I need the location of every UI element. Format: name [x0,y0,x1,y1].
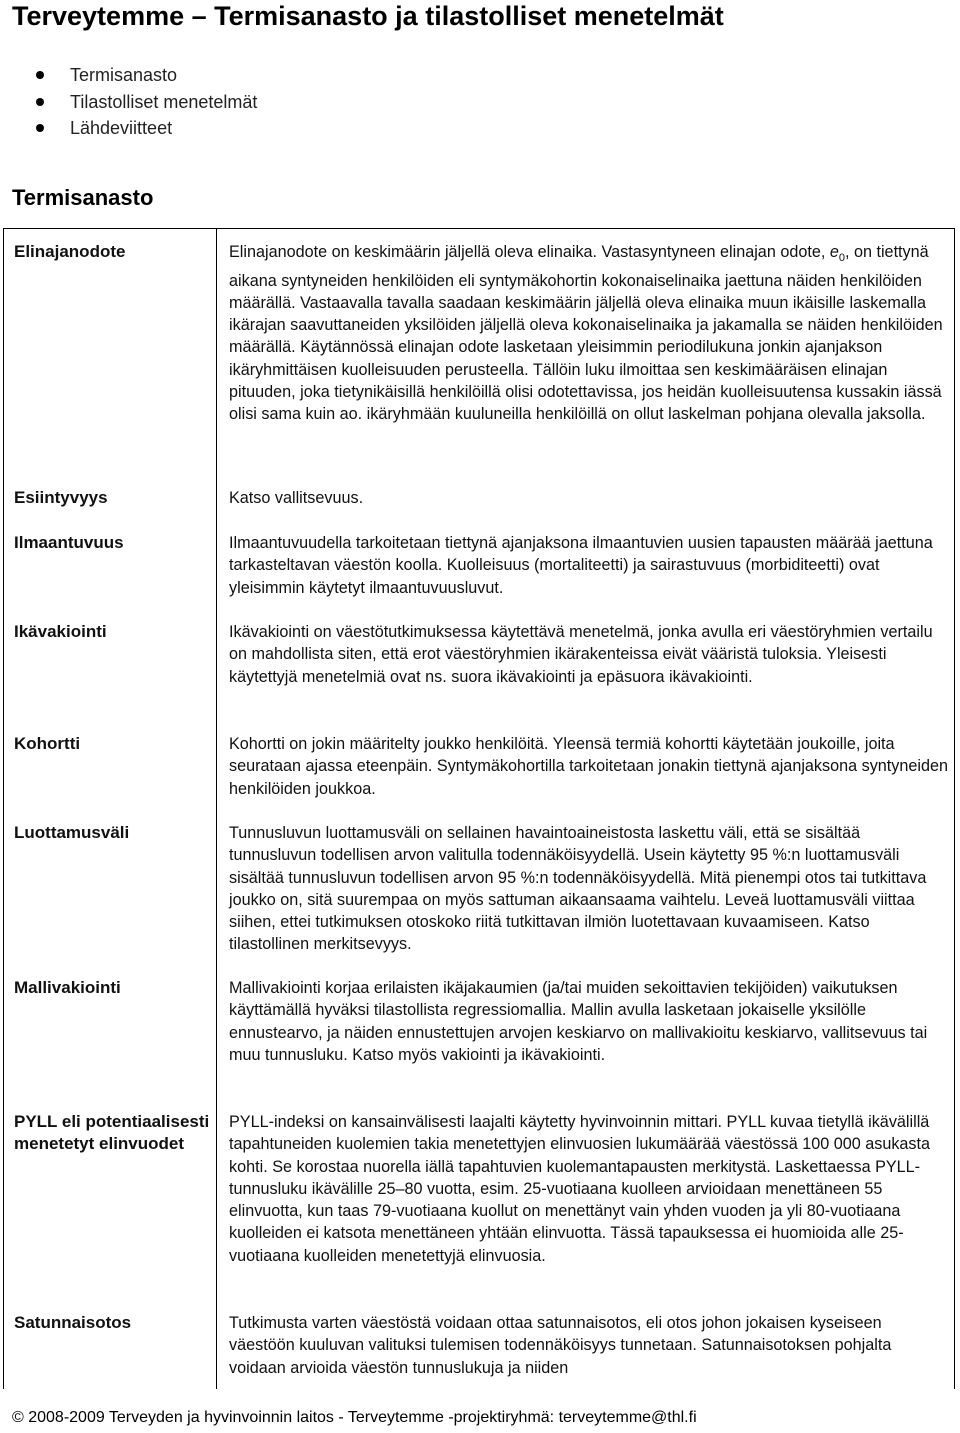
glossary-table [3,228,955,1389]
term-elinajanodote: Elinajanodote [14,242,126,261]
section-title: Termisanasto [12,185,154,210]
term-esiintyvyys: Esiintyvyys [14,488,108,507]
toc-item-termisanasto[interactable]: Termisanasto [0,62,257,89]
column-divider [216,229,217,1389]
definition-esiintyvyys: Katso vallitsevuus. [229,489,364,507]
term-ikavakiointi: Ikävakiointi [14,622,107,641]
definition-ikavakiointi: Ikävakiointi on väestötutkimuksessa käytettävä menetelmä, jonka avulla eri väestöryhmien vertailu on mahdollista siten, että erot väestöryhmien ikärakenteissa eivät vääristä tuloksia. Yleisesti käytettyjä menetelmiä ovat ns. suora ikävakiointi ja epäsuora ikävakiointi. [229,623,933,686]
term-luottamusvali: Luottamusväli [14,823,130,842]
definition-satunnaisotos: Tutkimusta varten väestöstä voidaan ottaa satunnaisotos, eli otos johon jokaisen kyseiseen väestöön kuuluvan valituksi tulemisen todennäköisyys tunnetaan. Satunnaisotoksen pohjalta voidaan arvioida väestön tunnuslukuja ja niiden [229,1314,892,1377]
definition-kohortti: Kohortti on jokin määritelty joukko henkilöitä. Yleensä termiä kohortti käytetään joukoille, joita seurataan ajassa eteenpäin. Syntymäkohortilla tarkoitetaan jonakin tiettynä ajanjaksona syntyneiden henkilöiden joukkoa. [229,735,949,798]
term-pyll: PYLL eli potentiaalisesti menetetyt elinvuodet [14,1112,210,1154]
definition-pyll: PYLL-indeksi on kansainvälisesti laajalti käytetty hyvinvoinnin mittari. PYLL kuvaa tietyllä ikävälillä tapahtuneiden kuolemien takia menetettyjen elinvuosien lukumäärää väestössä 100 000 asukasta kohti. Se korostaa nuorella iällä tapahtuvien kuolemantapausten merkitystä. Laskettaessa PYLL-tunnusluku ikävälille 25–80 vuotta, esim. 25-vuotiaana kuolleen arvioidaan menettäneen 55 elinvuotta, kun taas 79-vuotiaana kuollut on menettänyt vain yhden vuoden ja yli 80-vuotiaana kuolleiden ei katsota menettäneen yhtään elinvuotta. Tässä tapauksessa ei huomioida alle 25-vuotiaana kuolleiden menetettyjä elinvuosia. [229,1113,931,1265]
bullet-icon [36,124,44,132]
table-of-contents [0,62,257,142]
bullet-icon [36,71,44,79]
bullet-icon [36,98,44,106]
definition-mallivakiointi: Mallivakiointi korjaa erilaisten ikäjakaumien (ja/tai muiden sekoittavien tekijöiden) vaikutuksen käyttämällä hyväksi tilastollista regressiomallia. Mallin avulla lasketaan jokaiselle yksilölle ennustearvo, ja näiden ennustettujen arvojen keskiarvo on mallivakioitu keskiarvo, vallitsevuus tai muu tunnusluku. Katso myös vakiointi ja ikävakiointi. [229,979,928,1064]
definition-elinajanodote: Elinajanodote on keskimäärin jäljellä oleva elinaika. Vastasyntyneen elinajan odote, $e_0$, on tiettynä aikana syntyneiden henkilöiden eli syntymäkohortin kokonaiselinaika jaettuna näiden henkilöiden määrällä. Vastaavalla tavalla saadaan keskimäärin jäljellä oleva elinaika muun ikäisille laskemalla ikärajan saavuttaneiden yksilöiden jäljellä oleva kokonaiselinaika ja jakamalla se näiden henkilöiden määrällä. Käytännössä elinajan odote lasketaan yleisimmin periodilukuna jonkin ajanjakson ikäryhmittäisen kuolleisuuden perusteella. Tällöin luku ilmoittaa sen keskimääräisen elinajan pituuden, joka tietynikäisillä henkilöillä olisi odotettavissa, jos heidän kuolleisuutensa kussakin iässä olisi sama kuin ao. ikäryhmään kuuluneilla henkilöillä on ollut laskelman pohjana olevalla jaksolla. [229,243,943,424]
term-mallivakiointi: Mallivakiointi [14,978,121,997]
term-kohortti: Kohortti [14,734,81,753]
toc-item-tilastolliset-menetelmat[interactable]: Tilastolliset menetelmät [0,89,257,116]
definition-ilmaantuvuus: Ilmaantuvuudella tarkoitetaan tiettynä ajanjaksona ilmaantuvien uusien tapausten määrää jaettuna tarkasteltavan väestön koolla. Kuolleisuus (mortaliteetti) ja sairastuvuus (morbiditeetti) ovat yleisimmin käytetyt ilmaantuvuusluvut. [229,534,933,597]
definition-luottamusvali: Tunnusluvun luottamusväli on sellainen havaintoaineistosta laskettu väli, että se sisältää tunnusluvun todellisen arvon valitulla todennäköisyydellä. Usein käytetty 95 %:n luottamusväli sisältää tunnusluvun todellisen arvon 95 %:n todennäköisyydellä. Mitä pienempi otos tai tutkittava joukko on, sitä suurempaa on myös sattuman aikaansaama vaihtelu. Leveä luottamusväli viittaa siihen, ettei tutkimuksen otoskoko riitä tutkittavan ilmiön luotettavaan kuvaamiseen. Katso tilastollinen merkitsevyys. [229,824,927,954]
page-title: Terveytemme – Termisanasto ja tilastolliset menetelmät [12,1,724,31]
toc-item-lahdeviitteet[interactable]: Lähdeviitteet [0,115,257,142]
footer-copyright: © 2008-2009 Terveyden ja hyvinvoinnin laitos - Terveytemme -projektiryhmä: terveytemme@thl.fi [12,1409,697,1426]
term-ilmaantuvuus: Ilmaantuvuus [14,533,124,552]
term-satunnaisotos: Satunnaisotos [14,1313,132,1332]
